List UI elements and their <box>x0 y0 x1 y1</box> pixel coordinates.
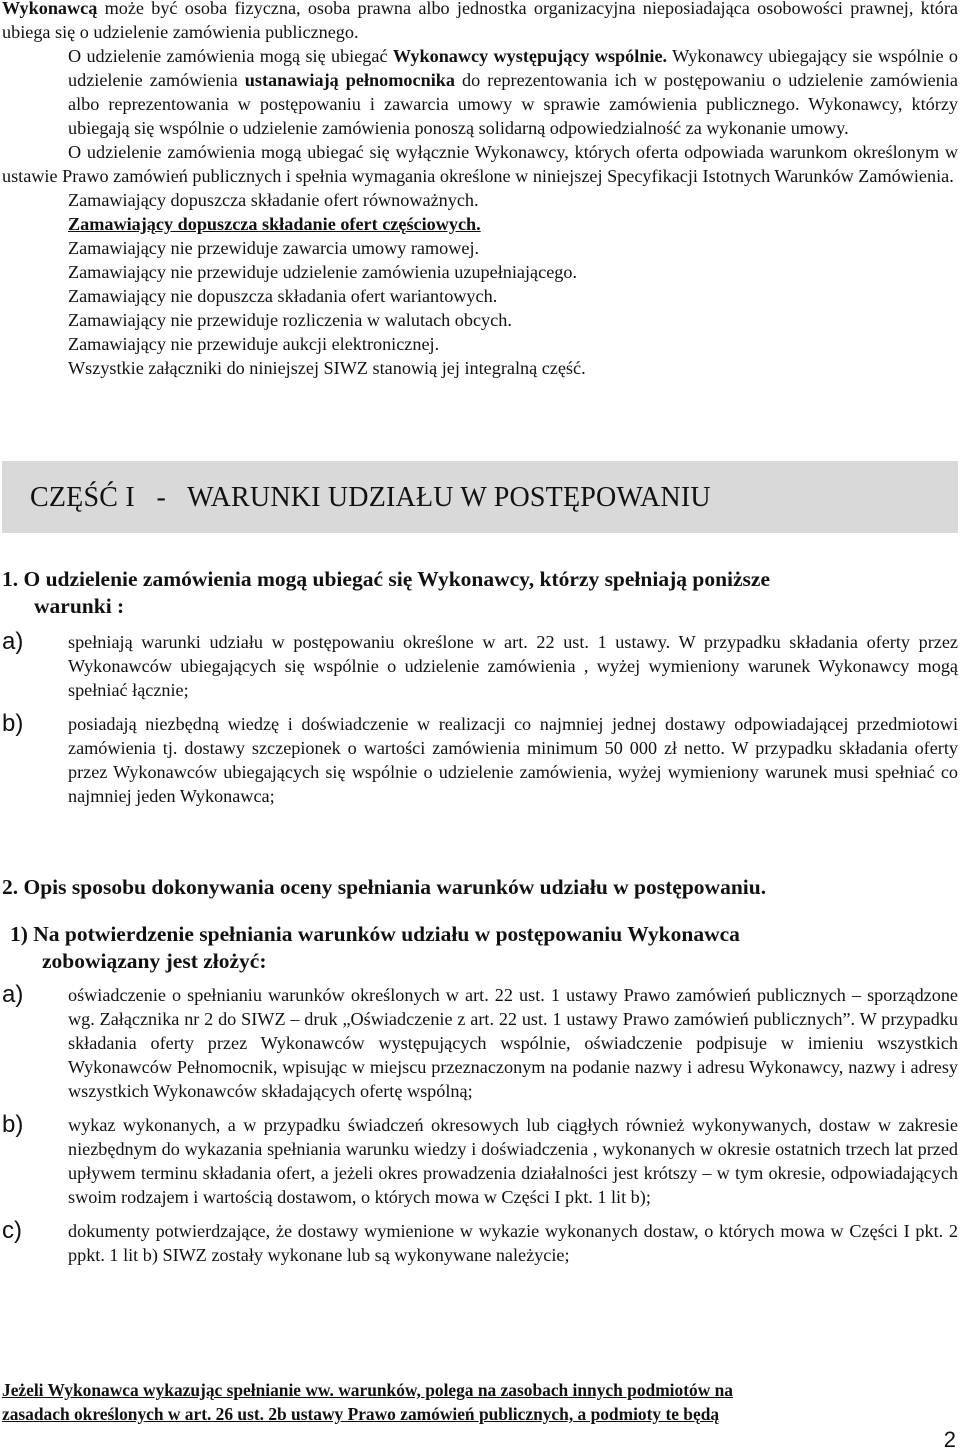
intro-line: Zamawiający nie przewiduje zawarcia umowy ramowej. <box>68 238 480 258</box>
intro-p1-rest: może być osoba fizyczna, osoba prawna albo jednostka organizacyjna nieposiadająca osobowości prawnej, która ubiega się o udzielenie zamówienia publicznego. <box>2 0 958 42</box>
item-label: a) <box>2 628 24 655</box>
intro-line: Zamawiający dopuszcza składanie ofert częściowych. <box>68 214 481 234</box>
intro-paragraph-2 <box>2 44 958 140</box>
item-label: a) <box>2 981 24 1008</box>
intro-line: Zamawiający nie przewiduje udzielenie zamówienia uzupełniającego. <box>68 262 578 282</box>
intro-paragraph-3: O udzielenie zamówienia mogą ubiegać się wyłącznie Wykonawcy, których oferta odpowiada warunkom określonym w ustawie Prawo zamówień publicznych i spełnia wymagania określone w niniejszej Specyfikacji Istotnych Warunków Zamówienia. <box>2 142 958 186</box>
intro-line: Zamawiający nie przewiduje aukcji elektronicznej. <box>68 334 440 354</box>
item-text: oświadczenie o spełnianiu warunków określonych w art. 22 ust. 1 ustawy Prawo zamówień publicznych – sporządzone wg. Załącznika nr 2 do SIWZ – druk „Oświadczenie z art. 22 ust. 1 ustawy Prawo zamówień publicznych”. W przypadku składania oferty przez Wykonawców występujących wspólnie, oświadczenie podpisuje w imieniu wszystkich Wykonawców Pełnomocnik, wpisując w miejscu przeznaczonym na podanie nazwy i adresu Wykonawcy, nazwy i adresy wszystkich Wykonawców składających ofertę wspólną; <box>68 985 958 1101</box>
bottom-line-2: zasadach określonych w art. 26 ust. 2b ustawy Prawo zamówień publicznych, a podmioty te będą <box>2 1404 720 1424</box>
intro-line: Wszystkie załączniki do niniejszej SIWZ stanowią jej integralną część. <box>68 358 586 378</box>
section-1-item <box>2 712 958 808</box>
section-2-subtitle <box>2 921 958 975</box>
item-text: dokumenty potwierdzające, że dostawy wymienione w wykazie wykonanych dostaw, o których mowa w Części I pkt. 2 ppkt. 1 lit b) SIWZ zostały wykonane lub są wykonywane należycie; <box>68 1221 958 1265</box>
bottom-line-1: Jeżeli Wykonawca wykazując spełnianie ww. warunków, polega na zasobach innych podmiotów na <box>2 1380 733 1400</box>
intro-line: Zamawiający nie przewiduje rozliczenia w walutach obcych. <box>68 310 512 330</box>
intro-line: Zamawiający dopuszcza składanie ofert równoważnych. <box>68 190 479 210</box>
intro-lead: Wykonawcą <box>2 0 98 18</box>
item-label: c) <box>2 1217 22 1244</box>
item-text: spełniają warunki udziału w postępowaniu określone w art. 22 ust. 1 ustawy. W przypadku składania oferty przez Wykonawców ubiegających się wspólnie o udzielenie zamówienia , wyżej wymieniony warunek Wykonawcy mogą spełniać łącznie; <box>68 632 958 700</box>
section-1-title-a: 1. O udzielenie zamówienia mogą ubiegać się Wykonawcy, którzy spełniają poniższe <box>2 567 771 591</box>
part-header: CZĘŚĆ I - WARUNKI UDZIAŁU W POSTĘPOWANIU <box>30 482 711 513</box>
section-1-title <box>2 566 958 620</box>
intro-p2-e: do reprezentowania ich w postępowaniu o udzielenie zamówienia albo reprezentowania w postępowaniu i zawarcia umowy w sprawie zamówienia publicznego. Wykonawcy, którzy ubiegają się wspólnie o udzielenie zamówienia ponoszą solidarną odpowiedzialność za wykonanie umowy. <box>68 70 958 138</box>
section-1-title-b: warunki : <box>34 594 125 618</box>
section-2-item <box>2 1219 958 1267</box>
intro-p2-c: Wykonawcy ubiegający sie wspólnie o udzielenie zamówienia <box>68 46 958 90</box>
section-2-sub-a: 1) Na potwierdzenie spełniania warunków udziału w postępowaniu Wykonawca <box>10 922 740 946</box>
intro-p2-b: Wykonawcy występujący wspólnie. <box>392 46 668 66</box>
bottom-note <box>2 1378 958 1426</box>
section-2-title: 2. Opis sposobu dokonywania oceny spełniania warunków udziału w postępowaniu. <box>2 875 767 899</box>
section-1 <box>2 566 958 808</box>
item-text: posiadają niezbędną wiedzę i doświadczenie w realizacji co najmniej jednej dostawy odpowiadającej przedmiotowi zamówienia tj. dostawy szczepionek o wartości zamówienia minimum 50 000 zł netto. W przypadku składania oferty przez Wykonawców ubiegających się wspólnie o udzielenie zamówienia, wyżej wymieniony warunek musi spełniać co najmniej jeden Wykonawca; <box>68 714 958 806</box>
item-text: wykaz wykonanych, a w przypadku świadczeń okresowych lub ciągłych również wykonywanych, dostaw w zakresie niezbędnym do wykazania spełniania warunku wiedzy i doświadczenia , wykonanych w okresie ostatnich trzech lat przed upływem terminu składania ofert, a jeżeli okres prowadzenia działalności jest krótszy – w tym okresie, odpowiadających swoim rodzajem i wartością dostawom, o których mowa w Części I pkt. 1 lit b); <box>68 1115 958 1207</box>
intro-line: Zamawiający nie dopuszcza składania ofert wariantowych. <box>68 286 498 306</box>
section-2-item <box>2 983 958 1103</box>
section-2-item <box>2 1113 958 1209</box>
item-label: b) <box>2 1111 24 1138</box>
section-1-item <box>2 630 958 702</box>
intro-section <box>2 0 958 380</box>
intro-lines <box>2 188 958 380</box>
section-2 <box>2 874 958 1267</box>
intro-p2-d: ustanawiają pełnomocnika <box>244 70 455 90</box>
section-2-sub-b: zobowiązany jest złożyć: <box>42 949 267 973</box>
intro-p2-a: O udzielenie zamówienia mogą się ubiegać <box>68 46 393 66</box>
item-label: b) <box>2 710 24 737</box>
page-number: 2 <box>943 1427 956 1452</box>
intro-paragraph-1 <box>2 0 958 44</box>
